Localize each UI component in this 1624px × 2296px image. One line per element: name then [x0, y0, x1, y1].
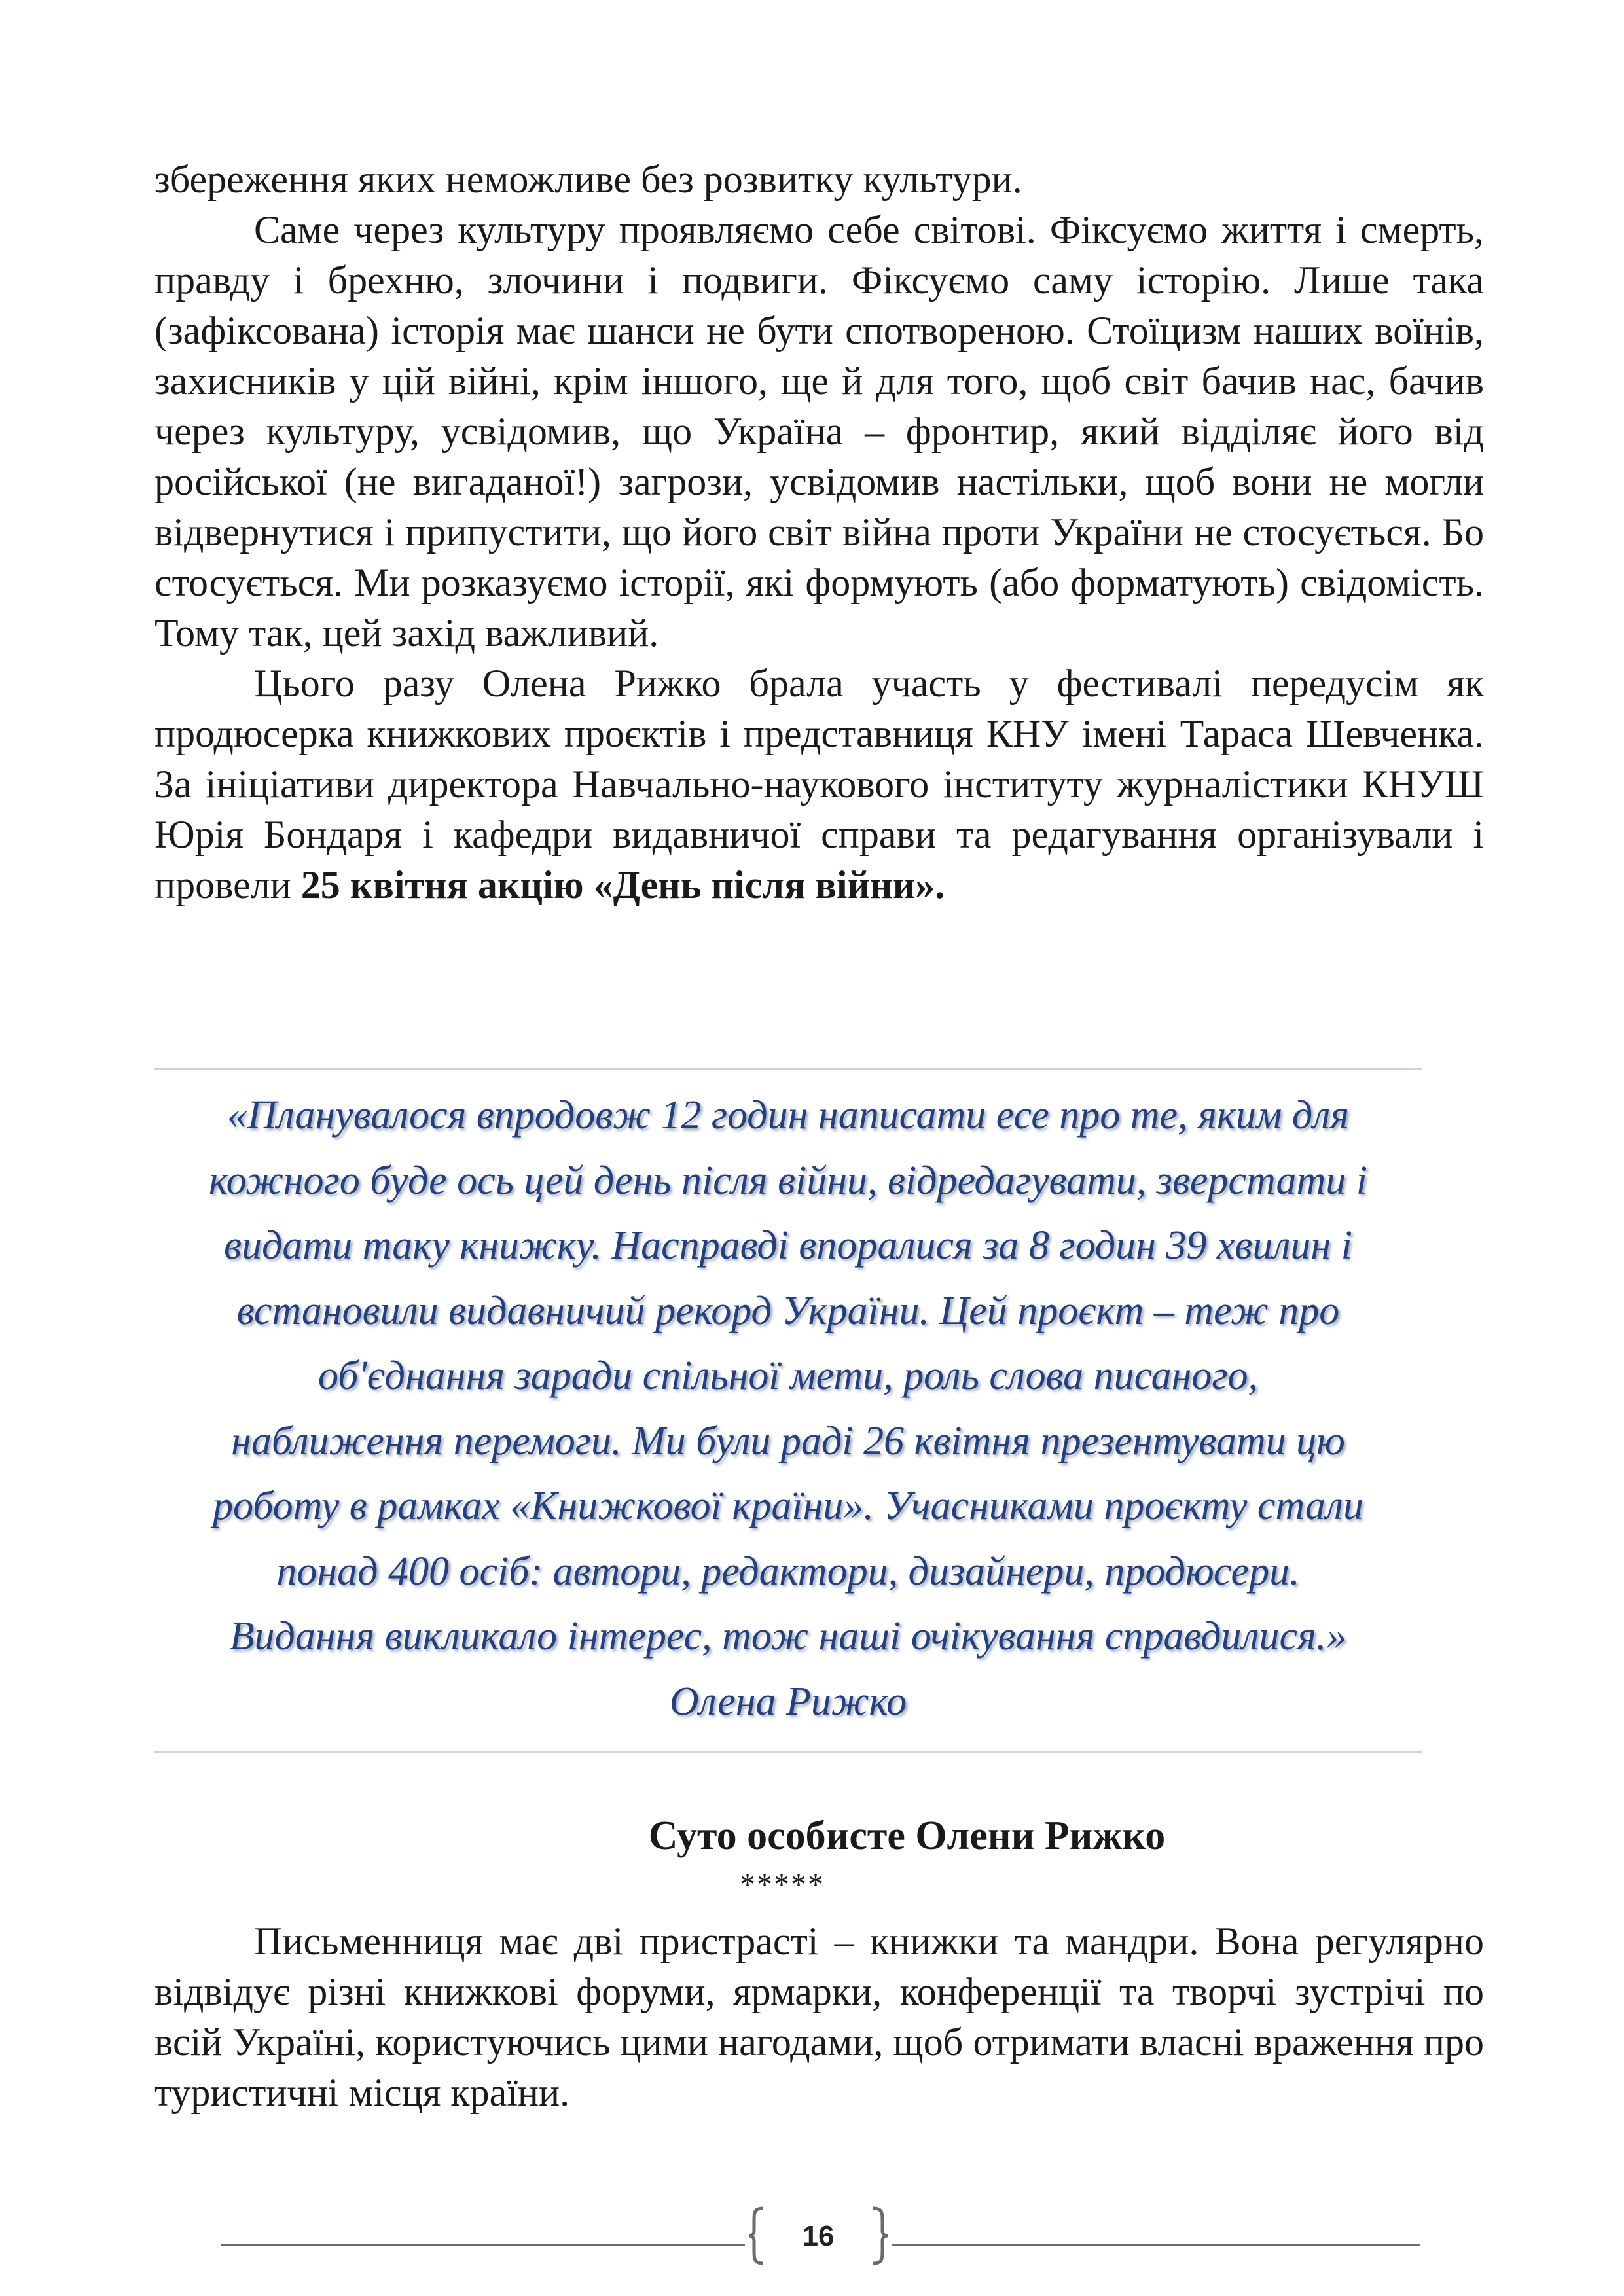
paragraph-passions: Письменниця має дві пристрасті – книжки та мандри. Вона регулярно відвідує різні книжкові форуми, ярмарки, конференції та творчі зустрічі по всій Україні, користуючись цими нагодами, щоб отримати власні враження про туристичні місця країни.: [154, 1920, 1484, 2114]
section-separator: *****: [740, 1867, 825, 1902]
quote-line: об'єднання заради спільної мети, роль слова писаного,: [317, 1354, 1259, 1398]
quote-line: Видання викликало інтерес, тож наші очікування справдилися.»: [229, 1614, 1347, 1659]
footer-rule-right: [892, 2244, 1420, 2246]
paragraph-culture: Саме через культуру проявляємо себе світові. Фіксуємо життя і смерть, правду і брехню, злочини і подвиги. Фіксуємо саму історію. Лише така (зафіксована) історія має шанси не бути спотвореною. Стоїцизм наших воїнів, захисників у цій війні, крім іншого, ще й для того, щоб світ бачив нас, бачив через культуру, усвідомив, що Україна – фронтир, який відділяє його від російської (не вигаданої!) загрози, усвідомив настільки, щоб вони не могли відвернутися і припустити, що його світ війна проти України не стосується. Бо стосується. Ми розказуємо історії, які формують (або форматують) свідомість. Тому так, цей захід важливий.: [154, 208, 1484, 655]
paragraph-festival: [154, 658, 1484, 910]
quote-line: роботу в рамках «Книжкової країни». Учасниками проєкту стали: [213, 1484, 1363, 1528]
paragraph-continuation: збереження яких неможливе без розвитку культури.: [154, 158, 1022, 201]
body-text-top: [154, 154, 1484, 910]
quote-line: видати таку книжку. Насправді впоралися за 8 годин 39 хвилин і: [224, 1223, 1352, 1268]
quote-line: встановили видавничий рекорд України. Цей проєкт – теж про: [236, 1288, 1340, 1333]
quote-block: [154, 1068, 1422, 1753]
footer-rule-left: [221, 2244, 745, 2246]
page-number-frame: [746, 2206, 890, 2271]
paragraph-festival-text: Цього разу Олена Рижко брала участь у фестивалі передусім як продюсерка книжкових проєктів і представниця КНУ імені Тараса Шевченка. За ініціативи директора Навчально-наукового інституту журналістики КНУШ Юрія Бондаря і кафедри видавничої справи та редагування організували і провели: [154, 662, 1484, 906]
quote-line: кожного буде ось цей день після війни, відредагувати, зверстати і: [209, 1158, 1367, 1203]
quote-author: Олена Рижко: [669, 1679, 907, 1724]
paragraph-festival-bold: 25 квітня акцію «День після війни».: [300, 863, 945, 906]
page-number: 16: [802, 2220, 835, 2252]
section-title: Суто особисте Олени Рижко: [648, 1814, 1166, 1858]
quote-line: наближення перемоги. Ми були раді 26 квітня презентувати цю: [231, 1418, 1345, 1463]
quote-line: понад 400 осіб: автори, редактори, дизайнери, продюсери.: [276, 1549, 1300, 1594]
body-text-bottom: [154, 1916, 1484, 2118]
quote-line: «Планувалося впродовж 12 годин написати есе про те, яким для: [226, 1093, 1350, 1138]
quote-text: [154, 1083, 1422, 1734]
